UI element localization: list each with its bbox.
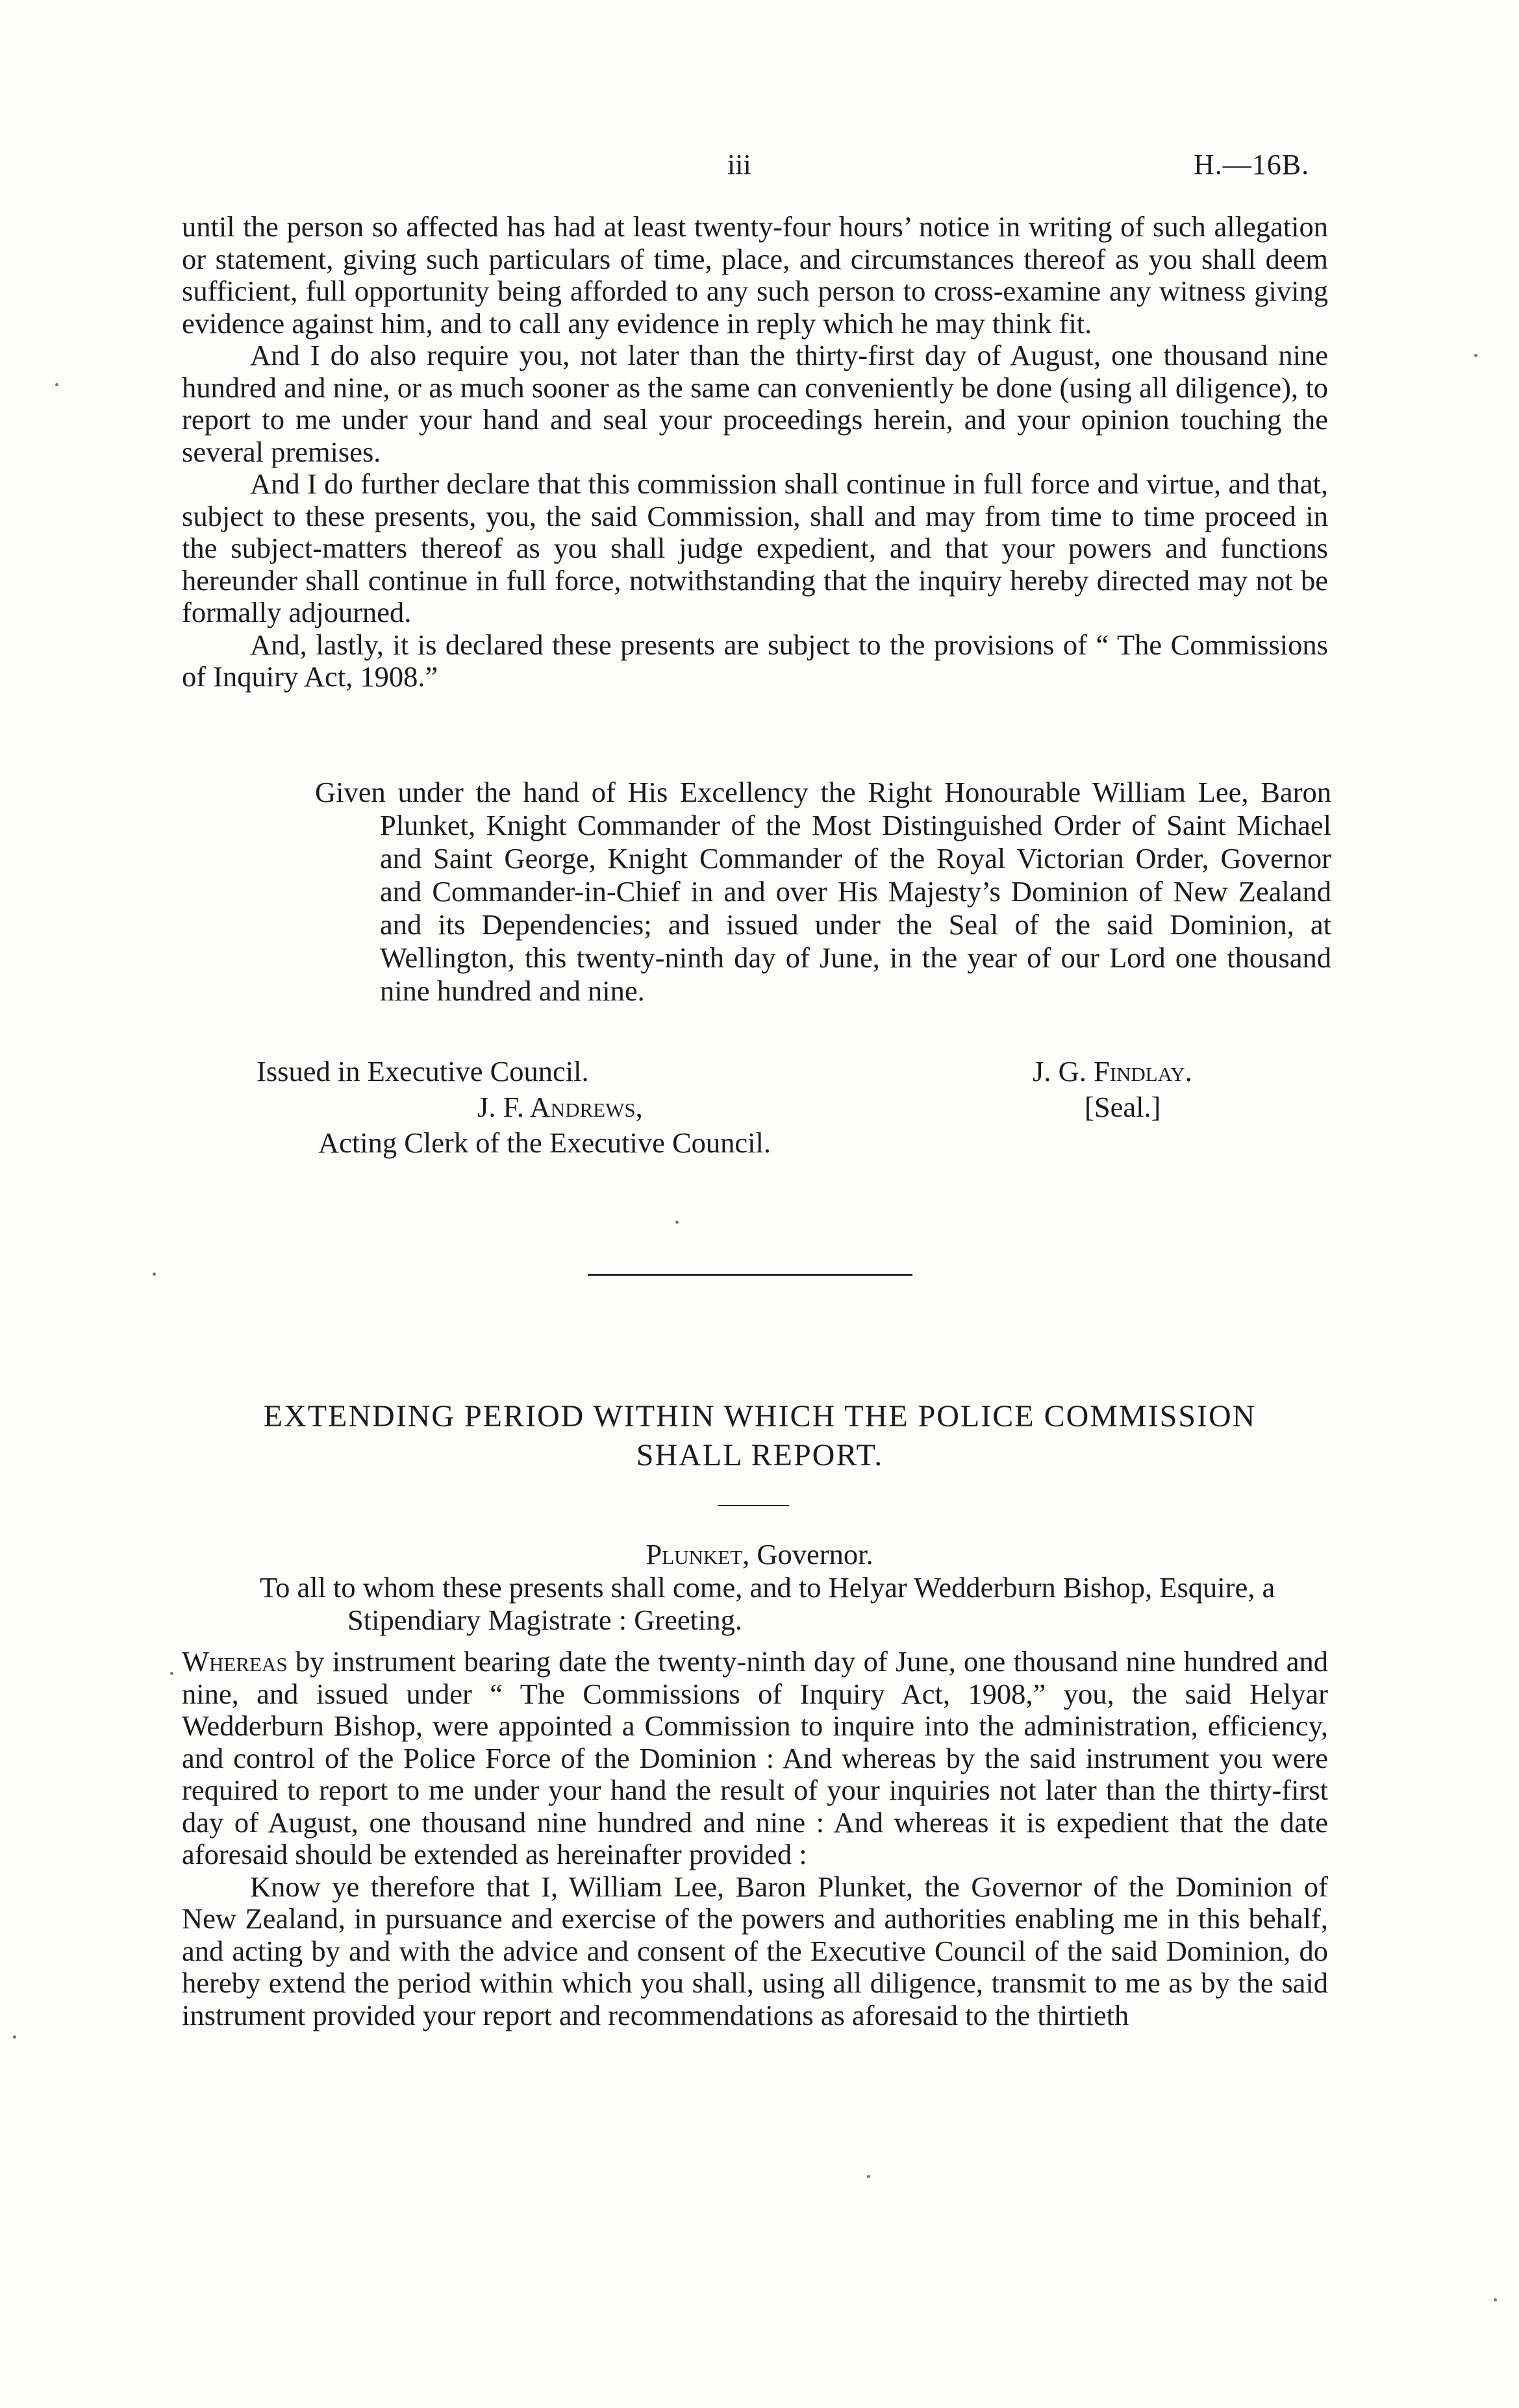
scan-speck xyxy=(170,1672,173,1675)
scan-speck xyxy=(675,1221,679,1224)
salutation: To all to whom these presents shall come, and to Helyar Wedderburn Bishop, Esquire, a Stipendiary Magistrate : Greeting. xyxy=(260,1571,1275,1636)
document-reference: H.—16B. xyxy=(1194,149,1310,180)
paragraph-provisions: And, lastly, it is declared these presents are subject to the provisions of “ The Commissions of Inquiry Act, 1908.” xyxy=(182,628,1328,693)
scan-speck xyxy=(867,2175,870,2178)
scan-speck xyxy=(13,2035,16,2039)
scan-speck xyxy=(1494,2298,1497,2302)
paragraph-notice: until the person so affected has had at least twenty-four hours’ notice in writing of such allegation or statement, giving such particulars of time, place, and circumstances thereof as you shall deem sufficient, full opportunity being afforded to any such person to cross-examine any witness giving evidence against him, and to call any evidence in reply which he may think fit. xyxy=(182,210,1328,340)
issued-in-council: Issued in Executive Council. xyxy=(257,1055,589,1087)
signatory-findlay: J. G. Findlay. xyxy=(1033,1055,1192,1087)
extension-body xyxy=(182,1646,1328,2031)
paragraph-report-requirement: And I do also require you, not later than the thirty-first day of August, one thousand nine hundred and nine, or as much sooner as the same can conveniently be done (using all diligence), to report to me under your hand and seal your proceedings herein, and your opinion touching the several premises. xyxy=(182,339,1328,468)
whereas-paragraph xyxy=(182,1646,1328,1871)
page-number: iii xyxy=(727,149,751,180)
heading-line-2: SHALL REPORT. xyxy=(636,1438,884,1472)
clerk-title: Acting Clerk of the Executive Council. xyxy=(318,1126,771,1159)
whereas-word: Whereas xyxy=(182,1645,288,1678)
section-heading xyxy=(156,1397,1364,1475)
scan-speck xyxy=(1474,354,1477,357)
scan-speck xyxy=(55,383,58,386)
whereas-text: by instrument bearing date the twenty-ninth day of June, one thousand nine hundred and nine, and issued under “ The Commissions of Inquiry Act, 1908,” you, the said Helyar Wedderburn Bishop, were appointed a Commission to inquire into the administration, efficiency, and control of the Police Force of the Dominion : And whereas by the said instrument you were required to report to me under your hand the result of your inquiries not later than the thirty-first day of August, one thousand nine hundred and nine : And whereas it is expedient that the date aforesaid should be extended as hereinafter provided : xyxy=(182,1645,1328,1870)
governor-line xyxy=(0,1537,1519,1571)
governor-name: Plunket xyxy=(646,1538,743,1570)
paragraph-continuance: And I do further declare that this commission shall continue in full force and virtue, and that, subject to these presents, you, the said Commission, shall and may from time to time proceed in the subject-matters thereof as you shall judge expedient, and that your powers and functions hereunder shall continue in full force, notwithstanding that the inquiry hereby directed may not be formally adjourned. xyxy=(182,467,1328,628)
know-ye-paragraph: Know ye therefore that I, William Lee, Baron Plunket, the Governor of the Dominion of New Zealand, in pursuance and exercise of the powers and authorities enabling me in this behalf, and acting by and with the advice and consent of the Executive Council of the said Dominion, do hereby extend the period within which you shall, using all diligence, transmit to me as by the said instrument provided your report and recommendations as aforesaid to the thirtieth xyxy=(182,1870,1328,2031)
heading-underline xyxy=(718,1505,789,1506)
clerk-name: J. F. Andrews, xyxy=(477,1091,643,1123)
section-divider xyxy=(588,1274,912,1276)
commission-body xyxy=(182,211,1328,693)
scan-speck xyxy=(153,1272,156,1276)
governor-title: , Governor. xyxy=(742,1538,873,1570)
heading-line-1: EXTENDING PERIOD WITHIN WHICH THE POLICE COMMISSION xyxy=(263,1399,1257,1434)
given-under-hand: Given under the hand of His Excellency the Right Honourable William Lee, Baron Plunket, Knight Commander of the Most Distinguished Order of Saint Michael and Saint George, Knight Commander of the Royal Victorian Order, Governor and Commander-in-Chief in and over His Majesty’s Dominion of New Zealand and its Dependencies; and issued under the Seal of the said Dominion, at Wellington, this twenty-ninth day of June, in the year of our Lord one thousand nine hundred and nine. xyxy=(315,776,1331,1007)
seal-mark: [Seal.] xyxy=(1085,1091,1161,1123)
